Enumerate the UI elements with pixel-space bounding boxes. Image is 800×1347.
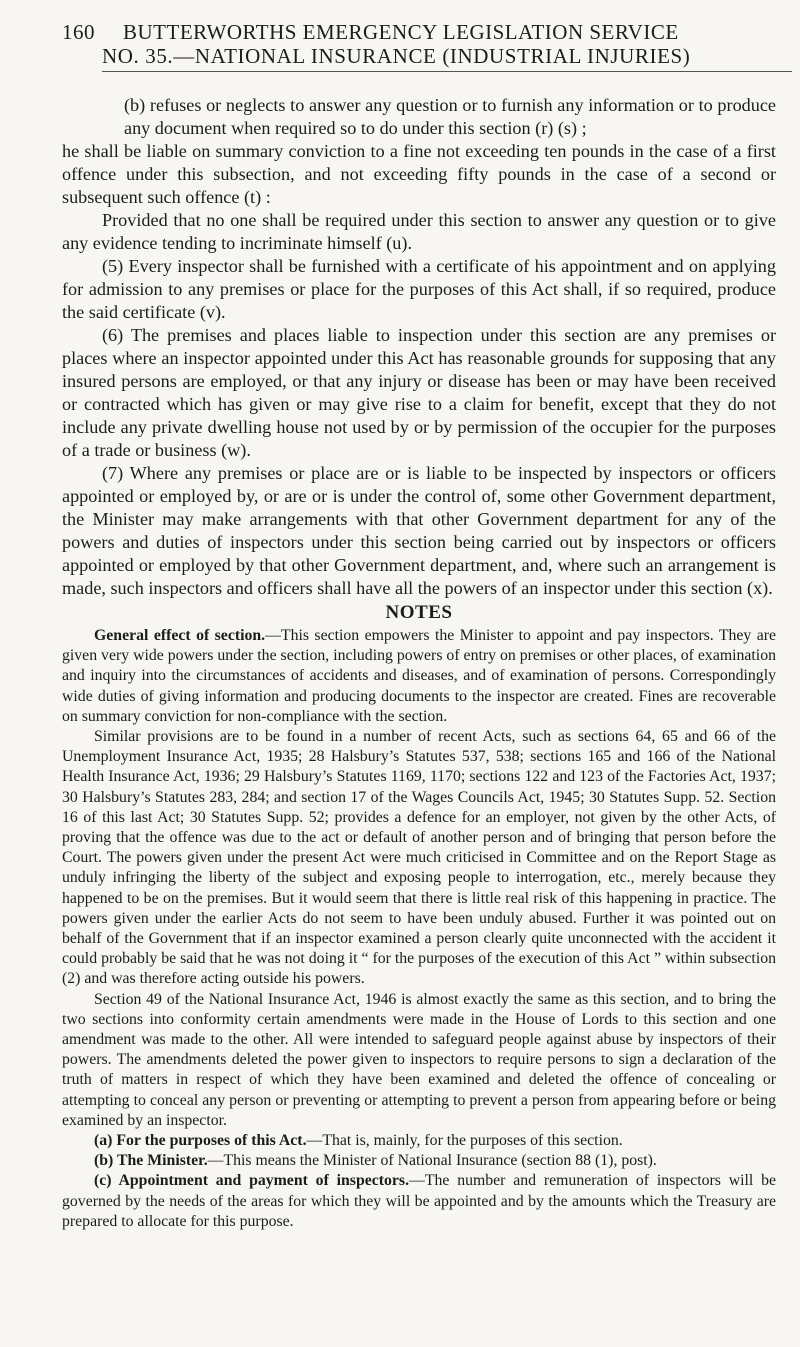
notes-heading: NOTES xyxy=(385,602,453,623)
note-heading: (b) The Minister. xyxy=(94,1152,208,1170)
subsection-6: (6) The premises and places liable to inspection under this section are any premises or places where an inspector appointed under this Act has reasonable grounds for supposing that any insured persons are employed, or that any injury or disease has been or may have been received or contracted which has given or may give rise to a claim for benefit, except that they do not include any private dwelling house not used by or by permission of the occupier for the purposes of a trade or business (w). xyxy=(62,325,776,460)
header-rule xyxy=(102,71,792,72)
note-heading: General effect of section. xyxy=(94,627,266,644)
running-header xyxy=(62,20,776,44)
penalty-clause: he shall be liable on summary conviction to a fine not exceeding ten pounds in the case of a first offence under this subsection, and not exceeding fifty pounds in the case of a second or subsequent such offence (t) : xyxy=(62,141,776,207)
subsection-5: (5) Every inspector shall be furnished with a certificate of his appointment and on applying for admission to any premises or place for the purposes of this Act shall, if so required, produce the said certificate (v). xyxy=(62,256,776,322)
note-text: —The number and remuneration of inspectors will be governed by the needs of the areas for which they will be appointed and by the amounts which the Treasury are prepared to allocate for this purpose. xyxy=(62,1172,776,1230)
note-b xyxy=(62,1151,776,1171)
note-section-49: Section 49 of the National Insurance Act, 1946 is almost exactly the same as this section, and to bring the two sections into conformity certain amendments were made in the House of Lords to this section and one amendment was made to the other. All were intended to safeguard people against abuse by inspectors of their powers. The amendments deleted the power given to inspectors to require persons to sign a declaration of the truth of matters in respect of which they have been examined and deleted the offence of concealing or attempting to conceal any person or preventing or attempting to prevent a person from appearing before or being examined by an inspector. xyxy=(62,990,776,1129)
note-heading: (a) For the purposes of this Act. xyxy=(94,1132,307,1150)
subsection-7: (7) Where any premises or place are or is liable to be inspected by inspectors or officers appointed or employed by, or are or is under the control of, some other Government department, the Minister may make arrangements with that other Government department for any of the powers and duties of inspectors under this section being carried out by inspectors or officers appointed or employed by that other Government department, and, where such an arrangement is made, such inspectors and officers shall have all the powers of an inspector under this section (x). xyxy=(62,463,776,598)
act-title: NO. 35.—NATIONAL INSURANCE (INDUSTRIAL INJURIES) xyxy=(102,44,691,68)
note-text: —This section empowers the Minister to appoint and pay inspectors. They are given very wide powers under the section, including powers of entry on premises or other places, of examination and inquiry into the circumstances of accidents and diseases, and of examination of persons. Correspondingly wide duties of giving information and producing documents to the inspector are created. Fines are recoverable on summary conviction for non-compliance with the section. xyxy=(62,627,776,725)
notes xyxy=(62,626,776,1232)
proviso: Provided that no one shall be required under this section to answer any question or to give any evidence tending to incriminate himself (u). xyxy=(62,210,776,253)
note-general-effect xyxy=(62,626,776,727)
note-c xyxy=(62,1171,776,1232)
note-heading: (c) Appointment and payment of inspectors. xyxy=(94,1172,410,1190)
note-text: —That is, mainly, for the purposes of this section. xyxy=(306,1132,623,1150)
note-a xyxy=(62,1131,776,1151)
series-title: BUTTERWORTHS EMERGENCY LEGISLATION SERVICE xyxy=(123,20,679,44)
note-text: —This means the Minister of National Insurance (section 88 (1), post). xyxy=(207,1152,657,1170)
section-text xyxy=(62,94,776,600)
page-number: 160 xyxy=(62,20,95,44)
note-similar-provisions: Similar provisions are to be found in a number of recent Acts, such as sections 64, 65 and 66 of the Unemployment Insurance Act, 1935; 28 Halsbury’s Statutes 537, 538; sections 165 and 166 of the National Health Insurance Act, 1936; 29 Halsbury’s Statutes 1169, 1170; sections 122 and 123 of the Factories Act, 1937; 30 Halsbury’s Statutes 283, 284; and section 17 of the Wages Councils Act, 1945; 30 Statutes Supp. 52. Section 16 of this last Act; 30 Statutes Supp. 52; provides a defence for an employer, not given by the other Acts, of proving that the offence was due to the act or default of another person and of bringing that person before the Court. The powers given under the present Act were much criticised in Committee and on the Report Stage as unduly infringing the liberty of the subject and exposing people to interrogation, etc., merely because they happened to be on the premises. But it would seem that there is little real risk of this happening in practice. The powers given under the earlier Acts do not seem to have been unduly abused. Further it was pointed out on behalf of the Government that if an inspector examined a person clearly quite unconnected with the accident it could probably be said that he was not doing it “ for the purposes of the execution of this Act ” within subsection (2) and was therefore acting outside his powers. xyxy=(62,728,776,988)
paragraph-b: (b) refuses or neglects to answer any question or to furnish any information or to produce any document when required so to do under this section (r) (s) ; xyxy=(124,95,776,138)
